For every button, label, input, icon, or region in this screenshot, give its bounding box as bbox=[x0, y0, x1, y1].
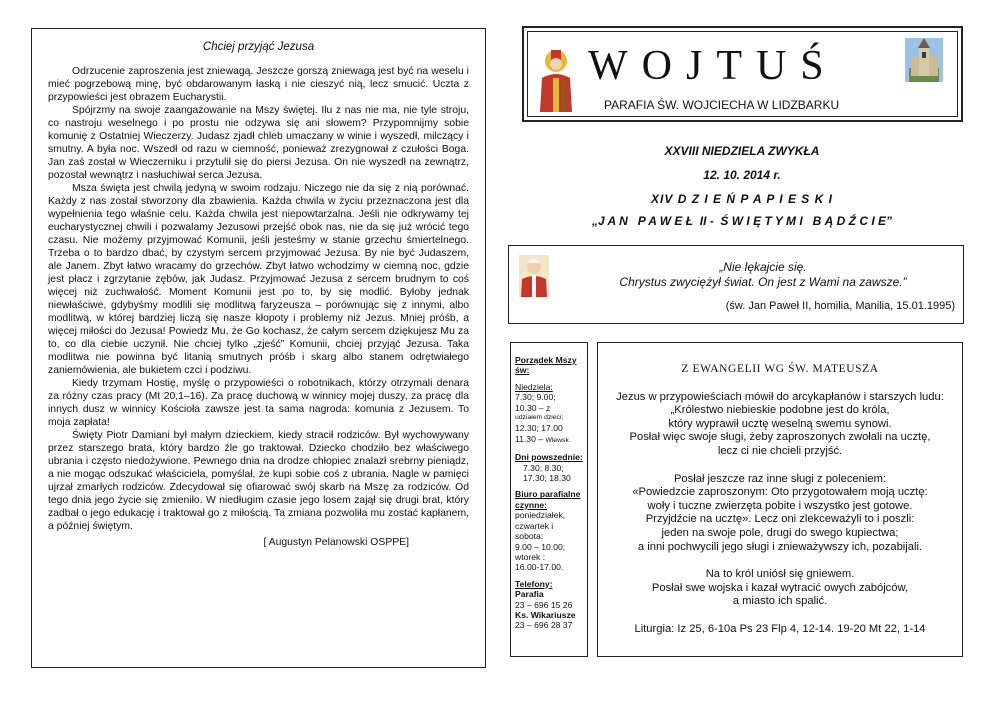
sunday-name: XXVIII NIEDZIELA ZWYKŁA bbox=[664, 144, 820, 158]
weekday-time: 7.30; 8.30; bbox=[523, 462, 564, 473]
article-paragraph: Spójrzmy na swoje zaangażowanie na Mszy świętej. Ilu z nas nie ma, nie tyle stroju, co nastroju weselnego i po prostu nie odzywa się ani słowem? Przypomnijmy sobie komunię z Ostatniej Wieczerzy. Judasz zjadł chleb umaczany w winie i wyszedł, milczący i smutny. A była noc. Wszedł od razu w ciemność, ponieważ zrezygnował z czułości Boga. Jan zaś został w Wieczerniku i przytulił się do piersi Jezusa. On nie wyszedł na zewnątrz, pozostał wewnątrz i nasłuchiwał serca Jezusa. bbox=[48, 105, 469, 181]
office-line: sobota: bbox=[515, 531, 544, 542]
saint-adalbert-icon bbox=[538, 48, 574, 114]
vicar-phone-label: Ks. Wikariusze bbox=[515, 609, 576, 620]
office-line: 16.00-17.00. bbox=[515, 562, 564, 573]
gospel-paragraph bbox=[604, 391, 956, 459]
sunday-label: Niedziela: bbox=[515, 381, 553, 392]
gospel-paragraph bbox=[604, 473, 956, 555]
parish-name: PARAFIA ŚW. WOJCIECHA W LIDZBARKU bbox=[604, 98, 840, 112]
article-signature: [ Augustyn Pelanowski OSPPE] bbox=[263, 537, 409, 548]
sunday-date: 12. 10. 2014 r. bbox=[703, 168, 781, 182]
papal-day: XIV D Z I E Ń P A P I E S K I bbox=[651, 192, 833, 206]
quote-box bbox=[508, 245, 964, 324]
gospel-line: Posłał swe wojska i kazał wytracić owych zabójców, bbox=[651, 581, 909, 594]
sunday-time: 10.30 – z bbox=[515, 402, 551, 413]
vicar-phone: 23 – 696 28 37 bbox=[515, 620, 573, 631]
weekday-label: Dni powszednie: bbox=[515, 452, 583, 463]
office-line: poniedziałek, bbox=[515, 510, 566, 521]
mass-schedule-box bbox=[510, 342, 588, 657]
sunday-time-value: 11.30 – bbox=[515, 433, 544, 444]
papal-day-motto: „J A N P A W E Ł II - Ś W I Ę T Y M I B Ą D Ź C I E” bbox=[591, 214, 893, 228]
article-paragraph: Święty Piotr Damiani był małym dzieckiem, kiedy stracił rodziców. Był wychowywany przez starszego brata, który bardzo źle go traktował. Dziecko chodziło bez właściwego ubrania i często niedożywione. Pewnego dnia na drodze chłopiec znalazł srebrny pieniądz, a nie mogąc odszukać właściciela, pomyślał, że kupi sobie coś z ubrania. Nagle w pamięci ujrzał zmarłych rodziców. Zdecydował się ofiarować swój skarb na Mszę za rodziców. Od tego dnia jego życie się zmieniło. W niedługim czasie jego losem zajął się drugi brat, który zadbał o jego edukację i traktował go z miłością. Ta zmiana pozwoliła mu zostać kapłanem, a później świętym. bbox=[48, 430, 469, 532]
newsletter-title: WOJTUŚ bbox=[588, 43, 838, 89]
office-line: 9.00 – 10.00; bbox=[515, 541, 566, 552]
gospel-line: woły i tuczne zwierzęta pobite i wszystko jest gotowe. bbox=[647, 499, 913, 512]
gospel-line: Przyjdźcie na ucztę». Lecz oni zlekceważyli to i poszli: bbox=[645, 513, 915, 526]
mass-schedule-heading: Porządek Mszy św: bbox=[515, 355, 577, 376]
gospel-line: «Powiedzcie zaproszonym: Oto przygotowałem moją ucztę: bbox=[632, 486, 928, 499]
gospel-line: Posłał jeszcze raz inne sługi z poleceniem: bbox=[673, 472, 887, 485]
quote-line: Chrystus zwyciężył świat. On jest z Wami na zawsze.” bbox=[619, 275, 907, 289]
office-label: Biuro parafialne czynne: bbox=[515, 489, 581, 510]
article-paragraph: Odrzucenie zaproszenia jest zniewagą. Jeszcze gorszą zniewagą jest być na weselu i mieć pogrzebową minę, być obdarowanym łaską i nie cieszyć nią, lecz smucić. Uczta z przypowieści jest obrazem Eucharystii. bbox=[48, 66, 469, 103]
weekday-time: 17.30; 18.30 bbox=[523, 473, 571, 484]
gospel-line: Na to król uniósł się gniewem. bbox=[705, 568, 855, 581]
sunday-time bbox=[515, 434, 583, 446]
quote-source: (św. Jan Paweł II, homilia, Manilia, 15.01.1995) bbox=[725, 300, 955, 312]
gospel-line: „Królestwo niebieskie podobne jest do króla, bbox=[670, 404, 890, 417]
article-column bbox=[31, 28, 486, 668]
masthead-frame bbox=[527, 31, 958, 117]
office-line: wtorek : bbox=[515, 551, 546, 562]
gospel-title: Z EWANGELII WG ŚW. MATEUSZA bbox=[681, 363, 879, 375]
church-icon bbox=[905, 38, 943, 82]
quote-line: „Nie lękajcie się. bbox=[719, 260, 807, 274]
wlewsk-note: Wlewsk bbox=[545, 436, 569, 444]
sunday-time: 7.30; 9.00; bbox=[515, 392, 556, 403]
gospel-line: lecz ci nie chcieli przyjść. bbox=[717, 444, 843, 457]
gospel-line: a inni pochwycili jego sługi i znieważywszy ich, pozabijali. bbox=[637, 540, 923, 553]
gospel-line: który wyprawił ucztę weselną swemu synowi. bbox=[668, 417, 892, 430]
gospel-line: Posłał więc swoje sługi, żeby zaproszonych zwołali na ucztę, bbox=[629, 431, 931, 444]
article-paragraph: Kiedy trzymam Hostię, myślę o przypowieści o robotnikach, którzy otrzymali denara za różny czas pracy (Mt 20,1–16). Za pracę duchową w winnicy mojej duszy, za pracę dla innych dusz w winnicy Kościoła zawsze jest ta sama nagroda: komunia z Jezusem. To moja zapłata! bbox=[48, 378, 469, 428]
article-title: Chciej przyjąć Jezusa bbox=[202, 41, 315, 53]
pope-icon bbox=[519, 255, 549, 297]
gospel-line: jeden na swoje pole, drugi do swego kupiectwa; bbox=[661, 526, 899, 539]
liturgy-readings: Liturgia: Iz 25, 6-10a Ps 23 Flp 4, 12-14. 19-20 Mt 22, 1-14 bbox=[634, 622, 926, 635]
phones-label: Telefony: bbox=[515, 578, 553, 589]
gospel-paragraph bbox=[604, 568, 956, 609]
quote-text bbox=[569, 260, 957, 290]
gospel-line: Jezus w przypowieściach mówił do arcykapłanów i starszych ludu: bbox=[616, 390, 944, 403]
article-paragraph: Msza święta jest chwilą jedyną w swoim rodzaju. Niczego nie da się z nią porównać. Każdy z nas został stworzony dla zbawienia. Każda chwila w życiu przeznaczona jest dla wypełnienia tego właśnie celu. Każda chwila jest niepowtarzalna. Jeśli nie odkrywamy tej eucharystycznej chwili i pozwalamy Jezusowi przejść obok nas, nie da się już wrócić tego czasu. Nie możemy przyjmować Komunii, jeśli jesteśmy w stanie grzechu śmiertelnego. Trzeba o to bardzo dbać, by czystym sercem przyjmować Jezusa. By nie być Judaszem, ale Janem. Zbyt łatwo wracamy do grzechów. Zbyt łatwo wchodzimy w ciemną noc, gdzie jest płacz i zgrzytanie zębów, jak Judasz. Przyjmować Jezusa z sercem brudnym to coś więcej niż zuchwałość. Moment Komunii jest po to, by się modlić. Byłoby jednak niewłaściwe, gdybyśmy modlili się modlitwą faryzeusza – porównując się z innymi, albo modlitwą, w której bardziej liczą się nasze kłopoty i problemy niż Jezus. Mniej próśb, a więcej miłości do Jezusa! Powiedz Mu, że Go kochasz, że całym sercem dziękujesz Mu za to, co dla ciebie uczynił. Nie chciej tylko „zjeść” Komunii, chciej przyjąć Jezusa. Taka modlitwa nie powinna być litanią smutnych próśb i skarg albo stanem odrętwiałego zaniemówienia, ale bukietem czci i podziwu. bbox=[48, 183, 469, 376]
sunday-kids-note: udziałem dzieci; bbox=[515, 414, 564, 422]
office-line: czwartek i bbox=[515, 520, 554, 531]
parish-phone: 23 – 696 15 26 bbox=[515, 599, 573, 610]
gospel-box bbox=[597, 342, 963, 657]
sunday-time: 12.30; 17.00 bbox=[515, 423, 563, 434]
gospel-line: a miasto ich spalić. bbox=[732, 595, 828, 608]
parish-phone-label: Parafia bbox=[515, 589, 544, 600]
masthead bbox=[522, 26, 963, 122]
